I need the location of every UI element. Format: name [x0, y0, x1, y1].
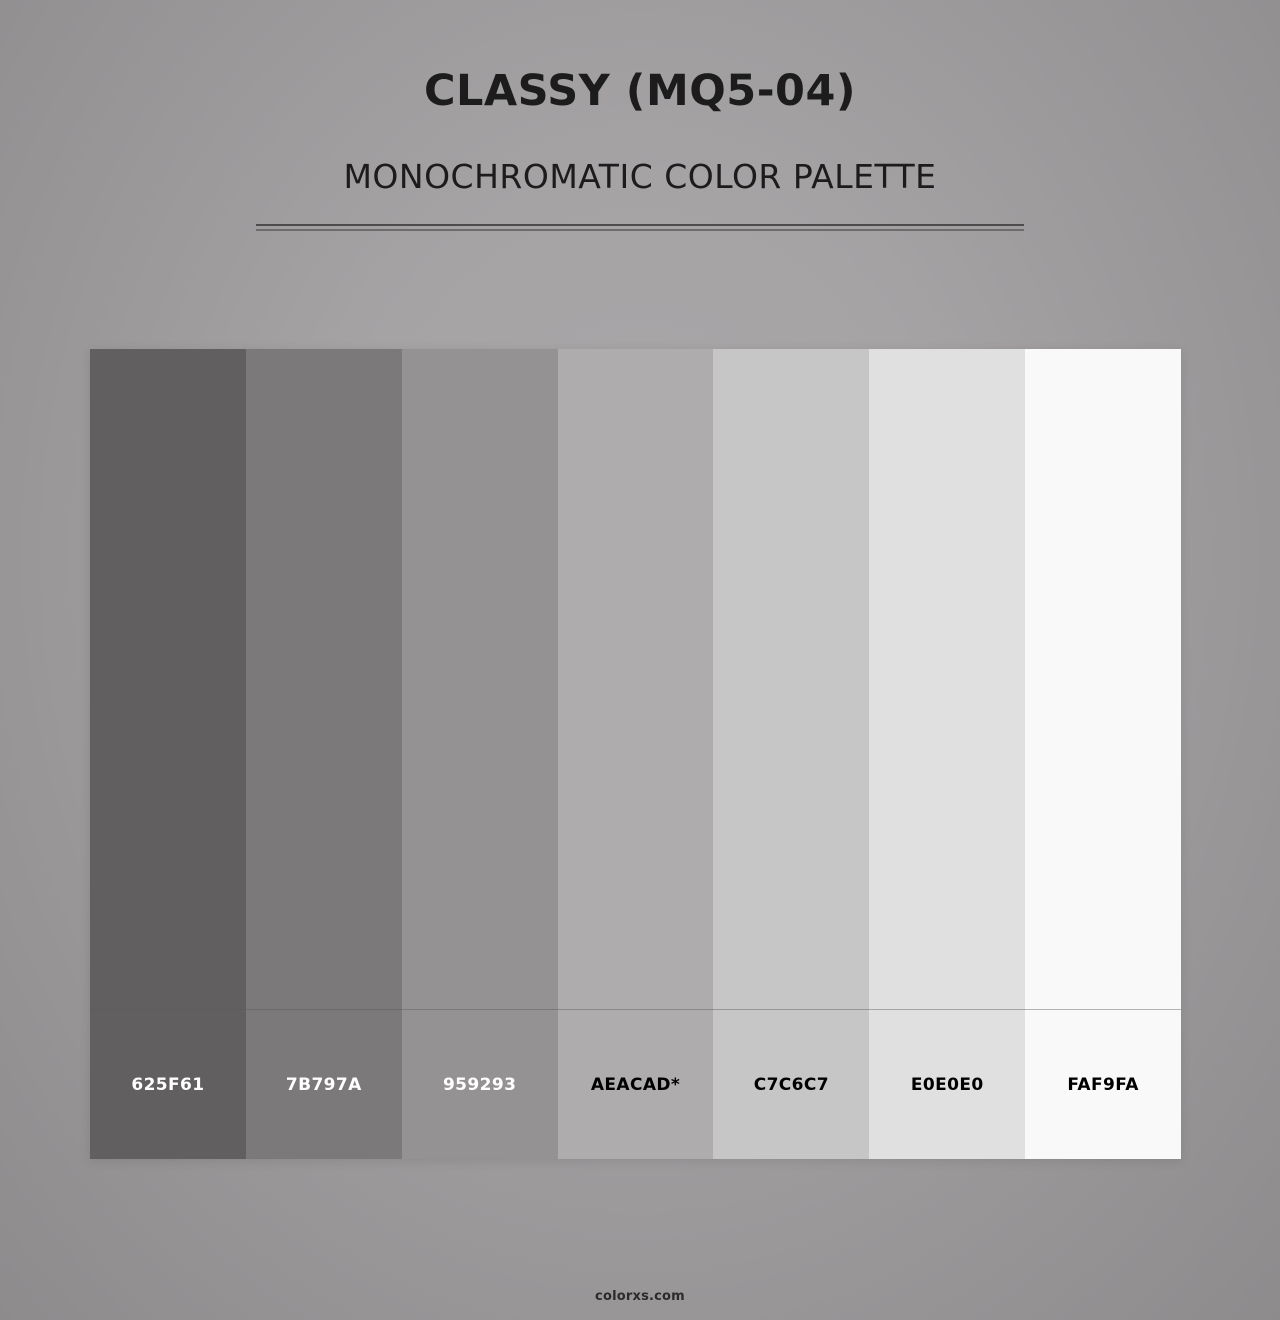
page-subtitle: MONOCHROMATIC COLOR PALETTE — [343, 157, 937, 197]
swatch-hex-label: FAF9FA — [1067, 1074, 1139, 1095]
swatch-hex-label: 7B797A — [285, 1074, 362, 1095]
swatch-color-band — [869, 349, 1025, 1009]
divider-line-bottom — [256, 229, 1024, 231]
swatch-hex-label: 625F61 — [131, 1074, 205, 1095]
footer-site-label: colorxs.com — [595, 1289, 685, 1304]
color-swatch[interactable] — [90, 349, 246, 1159]
swatch-hex-label: E0E0E0 — [910, 1074, 984, 1095]
footer — [0, 1285, 1280, 1304]
swatch-color-band — [713, 349, 869, 1009]
color-palette — [90, 349, 1181, 1159]
swatch-label-area — [402, 1009, 558, 1159]
page-header — [0, 0, 1280, 231]
swatch-label-area — [1025, 1009, 1181, 1159]
swatch-color-band — [558, 349, 714, 1009]
swatch-hex-label: 959293 — [442, 1074, 517, 1095]
swatch-hex-label: AEACAD* — [590, 1074, 681, 1095]
swatch-label-area — [869, 1009, 1025, 1159]
swatch-label-area — [246, 1009, 402, 1159]
swatch-label-area — [90, 1009, 246, 1159]
color-swatch[interactable] — [246, 349, 402, 1159]
swatch-hex-label: C7C6C7 — [753, 1074, 830, 1095]
color-swatch[interactable] — [1025, 349, 1181, 1159]
color-swatch[interactable] — [713, 349, 869, 1159]
swatch-color-band — [90, 349, 246, 1009]
swatch-color-band — [246, 349, 402, 1009]
swatch-label-area — [713, 1009, 869, 1159]
color-swatch[interactable] — [558, 349, 714, 1159]
page-title: CLASSY (MQ5-04) — [423, 66, 857, 116]
color-swatch[interactable] — [869, 349, 1025, 1159]
color-swatch[interactable] — [402, 349, 558, 1159]
divider — [256, 224, 1024, 231]
swatch-color-band — [402, 349, 558, 1009]
swatch-label-area — [558, 1009, 714, 1159]
swatch-color-band — [1025, 349, 1181, 1009]
